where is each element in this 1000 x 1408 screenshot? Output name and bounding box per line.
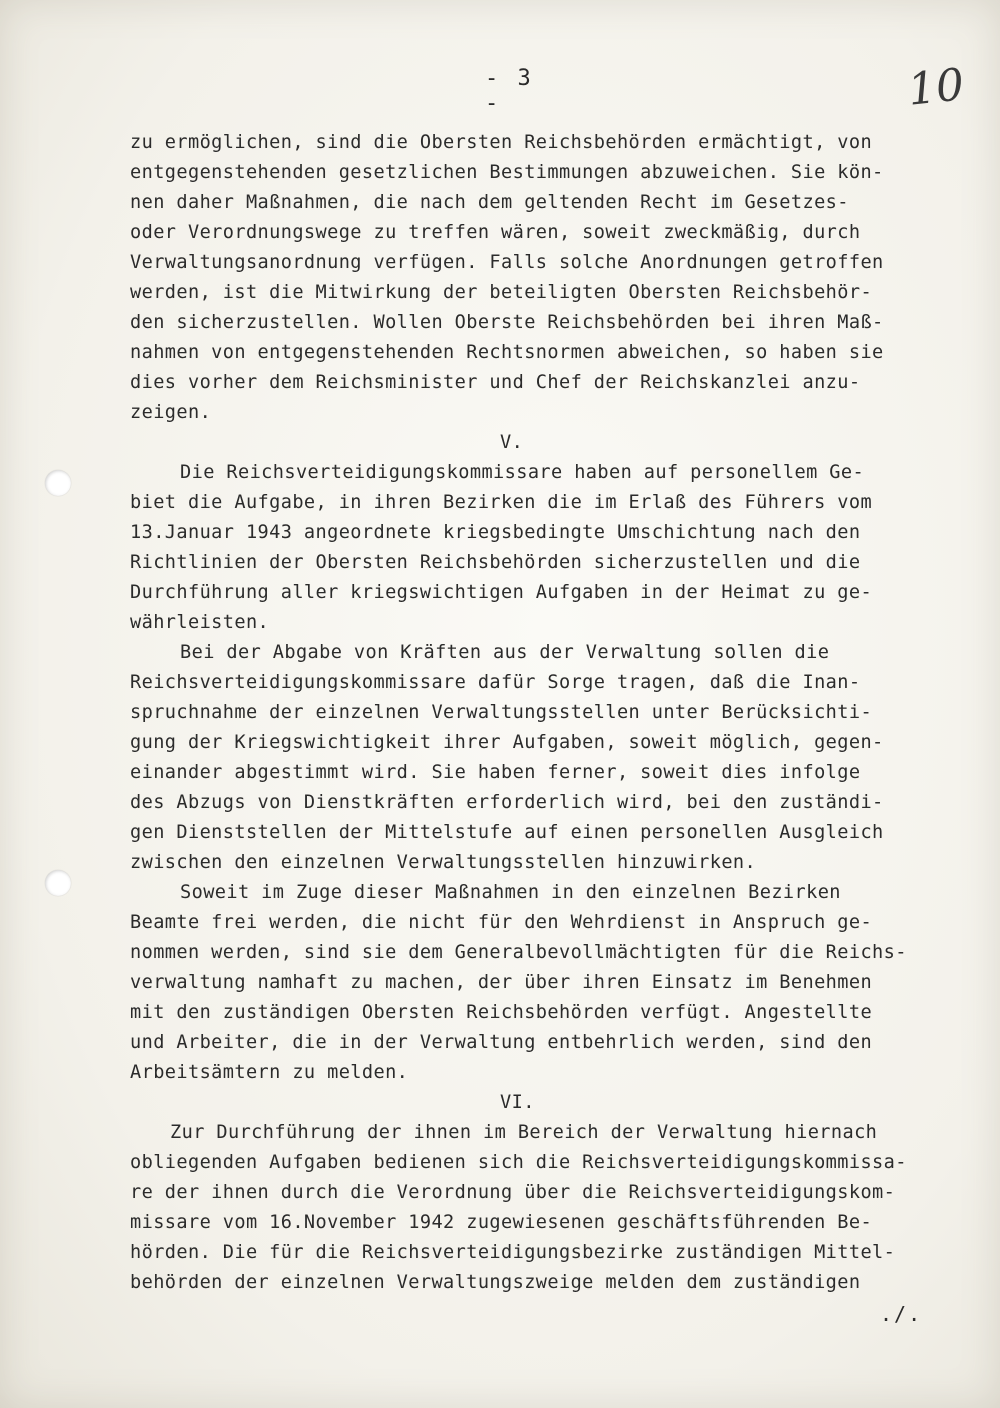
text-line: nahmen von entgegenstehenden Rechtsnormen abweichen, so haben sie [130,342,884,363]
text-line: einander abgestimmt wird. Sie haben ferner, soweit dies infolge [130,762,861,783]
punch-hole [45,470,71,496]
text-line: zwischen den einzelnen Verwaltungsstellen hinzuwirken. [130,852,757,873]
text-line: 13.Januar 1943 angeordnete kriegsbedingte Umschichtung nach den [130,522,861,543]
text-line: werden, ist die Mitwirkung der beteiligten Obersten Reichsbehör- [130,282,873,303]
text-line: zeigen. [130,402,212,423]
text-line: gung der Kriegswichtigkeit ihrer Aufgaben, soweit möglich, gegen- [130,732,884,753]
text-line: zu ermöglichen, sind die Obersten Reichsbehörden ermächtigt, von [130,132,873,153]
text-line: Beamte frei werden, die nicht für den Wehrdienst in Anspruch ge- [130,912,873,933]
text-line: des Abzugs von Dienstkräften erforderlich wird, bei den zuständi- [130,792,884,813]
page-number: - 3 - [485,66,534,116]
text-line: spruchnahme der einzelnen Verwaltungsstellen unter Berücksichti- [130,702,873,723]
handwritten-folio-number: 10 [905,59,967,116]
text-line: Arbeitsämtern zu melden. [130,1062,409,1083]
text-line: Durchführung aller kriegswichtigen Aufgaben in der Heimat zu ge- [130,582,873,603]
text-line: Die Reichsverteidigungskommissare haben auf personellem Ge- [180,462,865,483]
text-line: entgegenstehenden gesetzlichen Bestimmungen abzuweichen. Sie kön- [130,162,884,183]
text-line: hörden. Die für die Reichsverteidigungsbezirke zuständigen Mittel- [130,1242,896,1263]
continuation-mark: ./. [880,1302,923,1326]
text-line: Zur Durchführung der ihnen im Bereich der Verwaltung hiernach [170,1122,878,1143]
text-line: missare vom 16.November 1942 zugewiesenen geschäftsführenden Be- [130,1212,873,1233]
text-line: Richtlinien der Obersten Reichsbehörden sicherzustellen und die [130,552,861,573]
text-line: nommen werden, sind sie dem Generalbevollmächtigten für die Reichs- [130,942,907,963]
text-line: re der ihnen durch die Verordnung über die Reichsverteidigungskom- [130,1182,896,1203]
text-line: V. [500,432,524,453]
text-line: behörden der einzelnen Verwaltungszweige melden dem zuständigen [130,1272,861,1293]
text-line: Soweit im Zuge dieser Maßnahmen in den einzelnen Bezirken [180,882,841,903]
text-line: Bei der Abgabe von Kräften aus der Verwaltung sollen die [180,642,830,663]
text-line: nen daher Maßnahmen, die nach dem geltenden Recht im Gesetzes- [130,192,849,213]
text-line: Reichsverteidigungskommissare dafür Sorge tragen, daß die Inan- [130,672,861,693]
body-text [130,128,950,1298]
text-line: oder Verordnungswege zu treffen wären, soweit zweckmäßig, durch [130,222,861,243]
text-line: gen Dienststellen der Mittelstufe auf einen personellen Ausgleich [130,822,884,843]
text-line: biet die Aufgabe, in ihren Bezirken die im Erlaß des Führers vom [130,492,873,513]
text-line: dies vorher dem Reichsminister und Chef der Reichskanzlei anzu- [130,372,861,393]
text-line: VI. [500,1092,535,1113]
text-line: den sicherzustellen. Wollen Oberste Reichsbehörden bei ihren Maß- [130,312,884,333]
text-line: währleisten. [130,612,270,633]
text-line: mit den zuständigen Obersten Reichsbehörden verfügt. Angestellte [130,1002,873,1023]
text-line: verwaltung namhaft zu machen, der über ihren Einsatz im Benehmen [130,972,873,993]
text-line: obliegenden Aufgaben bedienen sich die Reichsverteidigungskommissa- [130,1152,907,1173]
punch-hole [45,870,71,896]
text-line: und Arbeiter, die in der Verwaltung entbehrlich werden, sind den [130,1032,873,1053]
text-line: Verwaltungsanordnung verfügen. Falls solche Anordnungen getroffen [130,252,884,273]
